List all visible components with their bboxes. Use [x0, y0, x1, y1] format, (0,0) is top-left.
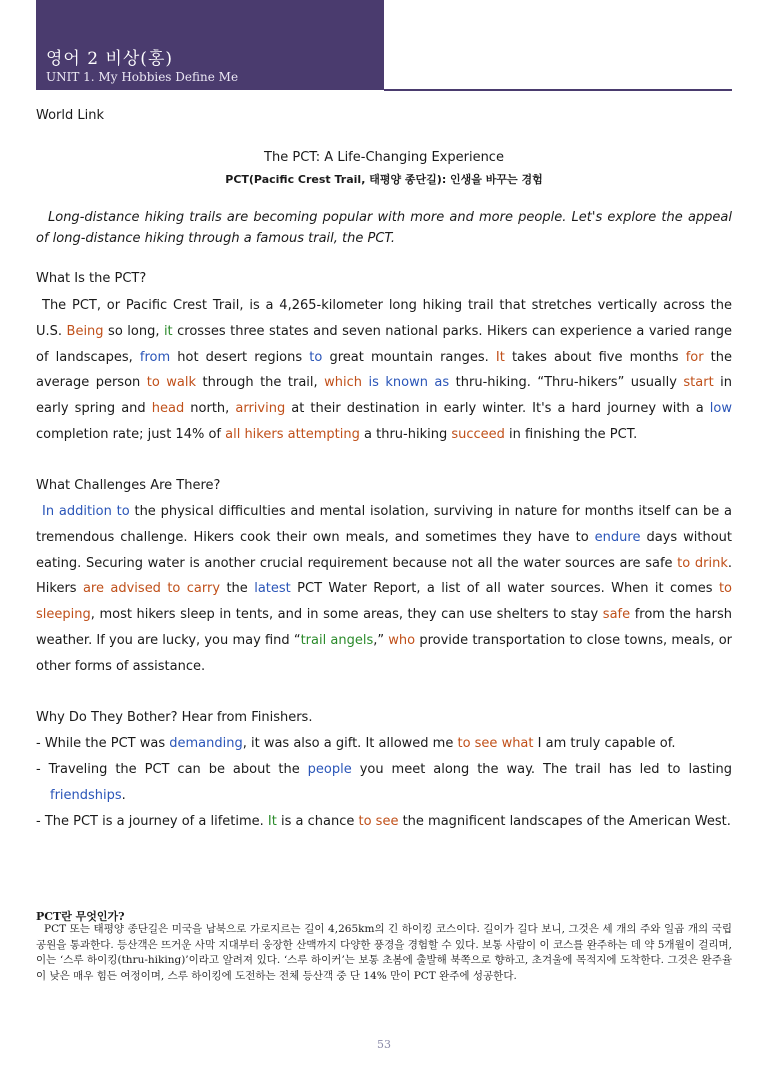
text-run: - Traveling the PCT can be about the	[36, 762, 308, 777]
highlight-word: demanding	[169, 736, 243, 751]
text-run: , most hikers sleep in tents, and in some areas, they can use shelters to stay	[90, 607, 603, 623]
korean-translation-title: PCT란 무엇인가?	[36, 910, 125, 923]
unit-title: UNIT 1. My Hobbies Define Me	[46, 70, 239, 84]
highlight-word: start	[683, 375, 714, 391]
heading-challenges: What Challenges Are There?	[36, 478, 221, 493]
text-run: hot desert regions	[170, 349, 310, 365]
text-run: - While the PCT was	[36, 736, 170, 751]
highlight-word: Being	[66, 323, 104, 339]
finisher-quote-1	[36, 731, 732, 757]
text-run: PCT Water Report, a list of all water sources. When it comes	[290, 581, 719, 597]
section-label: World Link	[36, 108, 105, 123]
highlight-word: all hikers attempting	[225, 426, 360, 442]
text-run: through the trail,	[196, 375, 325, 391]
text-run: the magnificent landscapes of the American West.	[398, 814, 731, 829]
heading-why-bother: Why Do They Bother? Hear from Finishers.	[36, 710, 313, 725]
article-subtitle: PCT(Pacific Crest Trail, 태평양 종단길): 인생을 바꾸는 경험	[225, 173, 543, 186]
text-run: thru-hiking. “Thru-hikers” usually	[449, 375, 684, 391]
text-run: north,	[184, 401, 236, 417]
text-run: The PCT, or Pacific Crest Trail, is a 4,265-kilometer long hiking trail that stretches vertically across the U.S.	[36, 298, 732, 339]
article-title: The PCT: A Life-Changing Experience	[264, 150, 504, 165]
highlight-word: which	[324, 375, 362, 391]
text-run: , it was also a gift. It allowed me	[242, 736, 458, 751]
korean-translation-body: PCT 또는 태평양 종단길은 미국을 남북으로 가로지르는 길이 4,265km의 긴 하이킹 코스이다. 길이가 길다 보니, 그것은 세 개의 주와 일곱 개의 국립공원을 통과한다. 등산객은 뜨거운 사막 지대부터 웅장한 산맥까지 다양한 풍경을 경험할 수 있다. 보통 사람이 이 코스를 완주하는 데 약 5개월이 걸리며, 이는 ‘스루 하이킹(thru-hiking)’이라고 알려져 있다. ‘스루 하이커’는 보통 초봄에 출발해 북쪽으로 향하고, 초겨울에 목적지에 도착한다. 그것은 완주율이 낮은 매우 힘든 여정이며, 스루 하이킹에 도전하는 전체 등산객 중 단 14% 만이 PCT 완주에 성공한다.	[36, 923, 732, 982]
highlight-word: latest	[254, 581, 291, 597]
highlight-word: safe	[602, 607, 631, 623]
finisher-quote-2	[36, 757, 732, 809]
text-run: the	[220, 581, 255, 597]
text-run: in finishing the PCT.	[504, 426, 638, 442]
highlight-word: are advised to carry	[82, 581, 221, 597]
highlight-word: what	[501, 736, 534, 751]
header-rule	[384, 89, 732, 91]
text-run: crosses three states and seven national parks. Hikers can experience a varied range of landscapes,	[36, 323, 732, 365]
highlight-word: to see	[457, 736, 498, 751]
highlight-word: arriving	[235, 401, 286, 417]
text-run: a thru-hiking	[359, 426, 452, 442]
text-run: in early spring and	[36, 375, 733, 417]
highlight-word: to drink	[677, 555, 728, 571]
highlight-word: It	[267, 814, 277, 829]
highlight-word: low	[709, 401, 732, 417]
page-number: 53	[377, 1038, 391, 1051]
highlight-word: endure	[594, 529, 641, 545]
text-run: takes about five months	[504, 349, 686, 365]
text-run: at their destination in early winter. It's a hard journey with a	[285, 401, 710, 417]
highlight-word: to walk	[146, 375, 197, 391]
article-intro: Long-distance hiking trails are becoming popular with more and more people. Let's explore the appeal of long-distance hiking through a famous trail, the PCT.	[36, 210, 732, 246]
text-run: from the harsh weather. If you are lucky, you may find “	[36, 607, 732, 648]
text-run: provide transportation to close towns, meals, or other forms of assistance.	[36, 632, 733, 674]
finisher-quote-3	[36, 809, 732, 835]
highlight-word: for	[685, 349, 704, 365]
text-run: completion rate; just 14% of	[36, 426, 226, 442]
highlight-word: succeed	[451, 426, 505, 442]
highlight-word: to	[309, 349, 323, 365]
highlight-word: people	[307, 762, 352, 777]
text-run: .	[121, 788, 126, 803]
highlight-word: it	[163, 323, 173, 339]
text-run: the physical difficulties and mental isolation, surviving in nature for months itself can be a tremendous challenge. Hikers cook their own meals, and sometimes they have to	[36, 504, 733, 545]
highlight-word: from	[139, 349, 171, 365]
highlight-word: head	[151, 401, 185, 417]
paragraph-what-is-pct	[36, 293, 732, 448]
text-run: ,”	[373, 632, 389, 648]
highlight-word: It	[495, 349, 505, 365]
heading-what-is-pct: What Is the PCT?	[36, 271, 147, 286]
text-run: - The PCT is a journey of a lifetime.	[36, 814, 268, 829]
highlight-word: In addition to	[42, 504, 130, 519]
text-run: the average person	[36, 349, 733, 391]
paragraph-challenges	[36, 499, 732, 680]
highlight-word: trail angels	[300, 632, 374, 648]
highlight-word: who	[388, 632, 416, 648]
text-run: days without eating. Securing water is another crucial requirement because not all the water sources are safe	[36, 529, 732, 571]
text-run: great mountain ranges.	[322, 349, 496, 365]
text-run: I am truly capable of.	[533, 736, 676, 751]
highlight-word: is known as	[368, 375, 450, 391]
highlight-word: friendships	[50, 788, 122, 803]
highlight-word: to see	[358, 814, 399, 829]
text-run: is a chance	[276, 814, 359, 829]
highlight-word: to sleeping	[36, 581, 732, 623]
text-run: so long,	[103, 323, 164, 339]
text-run: . Hikers	[36, 555, 732, 597]
textbook-title: 영어 2 비상(홍)	[46, 49, 173, 69]
text-run: you meet along the way. The trail has led to lasting	[351, 762, 733, 777]
